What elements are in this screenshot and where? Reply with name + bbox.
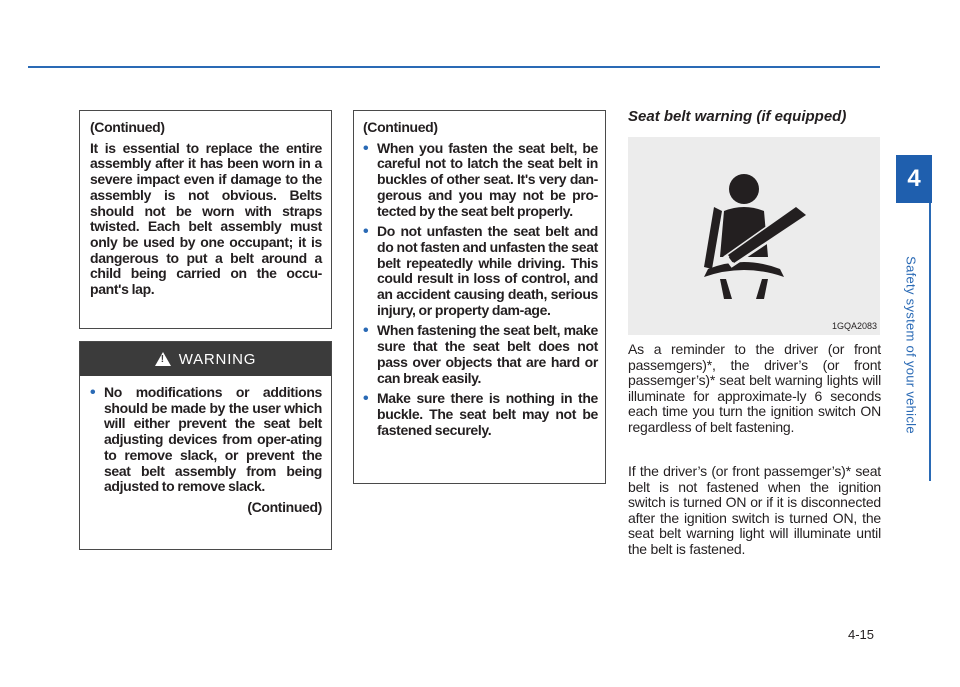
warning-bullet: • When fastening the seat belt, make sure that the seat belt does not pass over objects that are hard or can break easily. <box>363 323 598 386</box>
warning-bullet: • No modifications or additions should be made by the user which will either prevent the seat belt adjusting devices from oper-ating to remove slack, or prevent the seat belt assembly from being adjusted to remove slack. <box>90 385 322 495</box>
chapter-title: Safety system of your vehicle <box>903 256 919 434</box>
warning-bullet: • When you fasten the seat belt, be careful not to latch the seat belt in buckles of other seat. It's very dan-gerous and you may not be pro-tected by the seat belt properly. <box>363 141 598 220</box>
continued-warning-box <box>353 110 606 484</box>
chapter-side-rule <box>929 203 931 481</box>
warning-label: WARNING <box>178 350 257 368</box>
body-paragraph: As a reminder to the driver (or front passemgers)*, the driver’s (or front passemger’s)* seat belt warning lights will illuminate for approximate-ly 6 seconds each time you turn the ignition switch ON regardless of belt fastening. <box>628 341 881 435</box>
chapter-tab[interactable]: 4 <box>896 155 932 203</box>
warning-bullet: • Do not unfasten the seat belt and do not fasten and unfasten the seat belt repeatedly while driving. This could result in loss of control, and an accident causing death, serious injury, or property dam-age. <box>363 224 598 318</box>
warning-box <box>79 341 332 550</box>
warning-bullet: • Make sure there is nothing in the buckle. The seat belt may not be fastened securely. <box>363 391 598 438</box>
continued-heading: (Continued) <box>90 119 165 135</box>
warning-bullet-list <box>90 385 322 495</box>
continued-label: (Continued) <box>247 498 322 515</box>
warning-bullet-list <box>363 141 598 439</box>
figure-code: 1GQA2083 <box>831 321 877 331</box>
warning-header <box>80 342 331 376</box>
seat-belt-warning-figure <box>628 137 880 335</box>
continued-heading: (Continued) <box>363 119 438 135</box>
body-paragraph: If the driver’s (or front passemger’s)* seat belt is not fastened when the ignition switch is turned ON or if it is disconnected after the ignition switch is turned ON, the seat belt warning light will illuminate until the belt is fastened. <box>628 463 881 557</box>
note-text: It is essential to replace the entire assembly after it has been worn in a severe impact even if damage to the assembly is not obvious. Belts should not be worn with straps twisted. Each belt assembly must only be used by one occupant; it is dangerous to put a belt around a child being carried on the occu-pant's lap. <box>90 139 322 298</box>
seat-belt-icon <box>628 137 880 335</box>
header-rule <box>28 66 880 68</box>
page-number: 4-15 <box>848 627 875 642</box>
continued-note-box <box>79 110 332 329</box>
section-title: Seat belt warning (if equipped) <box>628 108 847 125</box>
warning-triangle-icon: ! <box>155 352 171 366</box>
